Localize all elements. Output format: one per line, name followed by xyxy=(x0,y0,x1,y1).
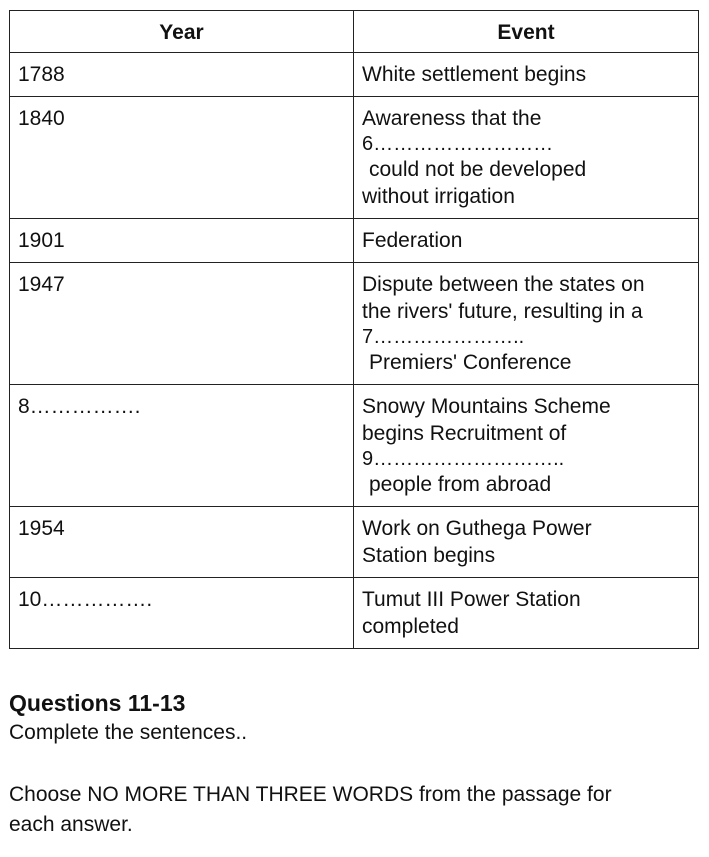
table-row xyxy=(10,385,699,507)
table-row xyxy=(10,219,699,263)
event-text: could not be developed xyxy=(369,158,587,181)
event-cell xyxy=(354,53,699,97)
answer-blank-6: 6……………………… xyxy=(362,133,554,155)
event-text: Premiers' Conference xyxy=(369,351,572,374)
questions-rule-line: Choose NO MORE THAN THREE WORDS from the passage for xyxy=(9,783,612,806)
table-row xyxy=(10,507,699,578)
year-cell: 1954 xyxy=(10,507,354,578)
table-header-row xyxy=(10,11,699,53)
year-cell: 1840 xyxy=(10,97,354,219)
event-text: begins Recruitment of xyxy=(362,422,567,445)
event-text: the rivers' future, resulting in a xyxy=(362,300,643,323)
spacer xyxy=(9,748,699,780)
questions-heading: Questions 11-13 xyxy=(9,690,186,716)
questions-rule-line: each answer. xyxy=(9,813,133,836)
event-cell xyxy=(354,507,699,578)
answer-blank-10: 10……………. xyxy=(10,578,354,649)
table-row xyxy=(10,97,699,219)
event-text: Tumut III Power Station xyxy=(362,588,581,611)
table-row xyxy=(10,578,699,649)
year-cell: 1947 xyxy=(10,263,354,385)
answer-blank-9: 9……………………….. xyxy=(362,448,565,470)
event-text: Work on Guthega Power xyxy=(362,517,592,540)
event-text: Snowy Mountains Scheme xyxy=(362,395,611,418)
table-row xyxy=(10,53,699,97)
table-row xyxy=(10,263,699,385)
event-text: Dispute between the states on xyxy=(362,273,645,296)
year-cell: 1901 xyxy=(10,219,354,263)
event-cell xyxy=(354,385,699,507)
answer-blank-7: 7………………….. xyxy=(362,326,525,348)
event-text: White settlement begins xyxy=(362,63,587,86)
timeline-table-container xyxy=(9,10,698,649)
questions-section xyxy=(9,688,699,840)
event-cell xyxy=(354,263,699,385)
year-cell: 1788 xyxy=(10,53,354,97)
answer-blank-8: 8……………. xyxy=(10,385,354,507)
event-text: Station begins xyxy=(362,544,496,567)
event-cell xyxy=(354,219,699,263)
event-text: Federation xyxy=(362,229,463,252)
event-column-header: Event xyxy=(354,11,699,53)
event-cell xyxy=(354,578,699,649)
event-text: without irrigation xyxy=(362,185,515,208)
event-text: Awareness that the xyxy=(362,107,542,130)
questions-instruction: Complete the sentences.. xyxy=(9,721,248,744)
event-text: people from abroad xyxy=(369,473,552,496)
timeline-table xyxy=(9,10,699,649)
year-column-header: Year xyxy=(10,11,354,53)
event-text: completed xyxy=(362,615,459,638)
event-cell xyxy=(354,97,699,219)
